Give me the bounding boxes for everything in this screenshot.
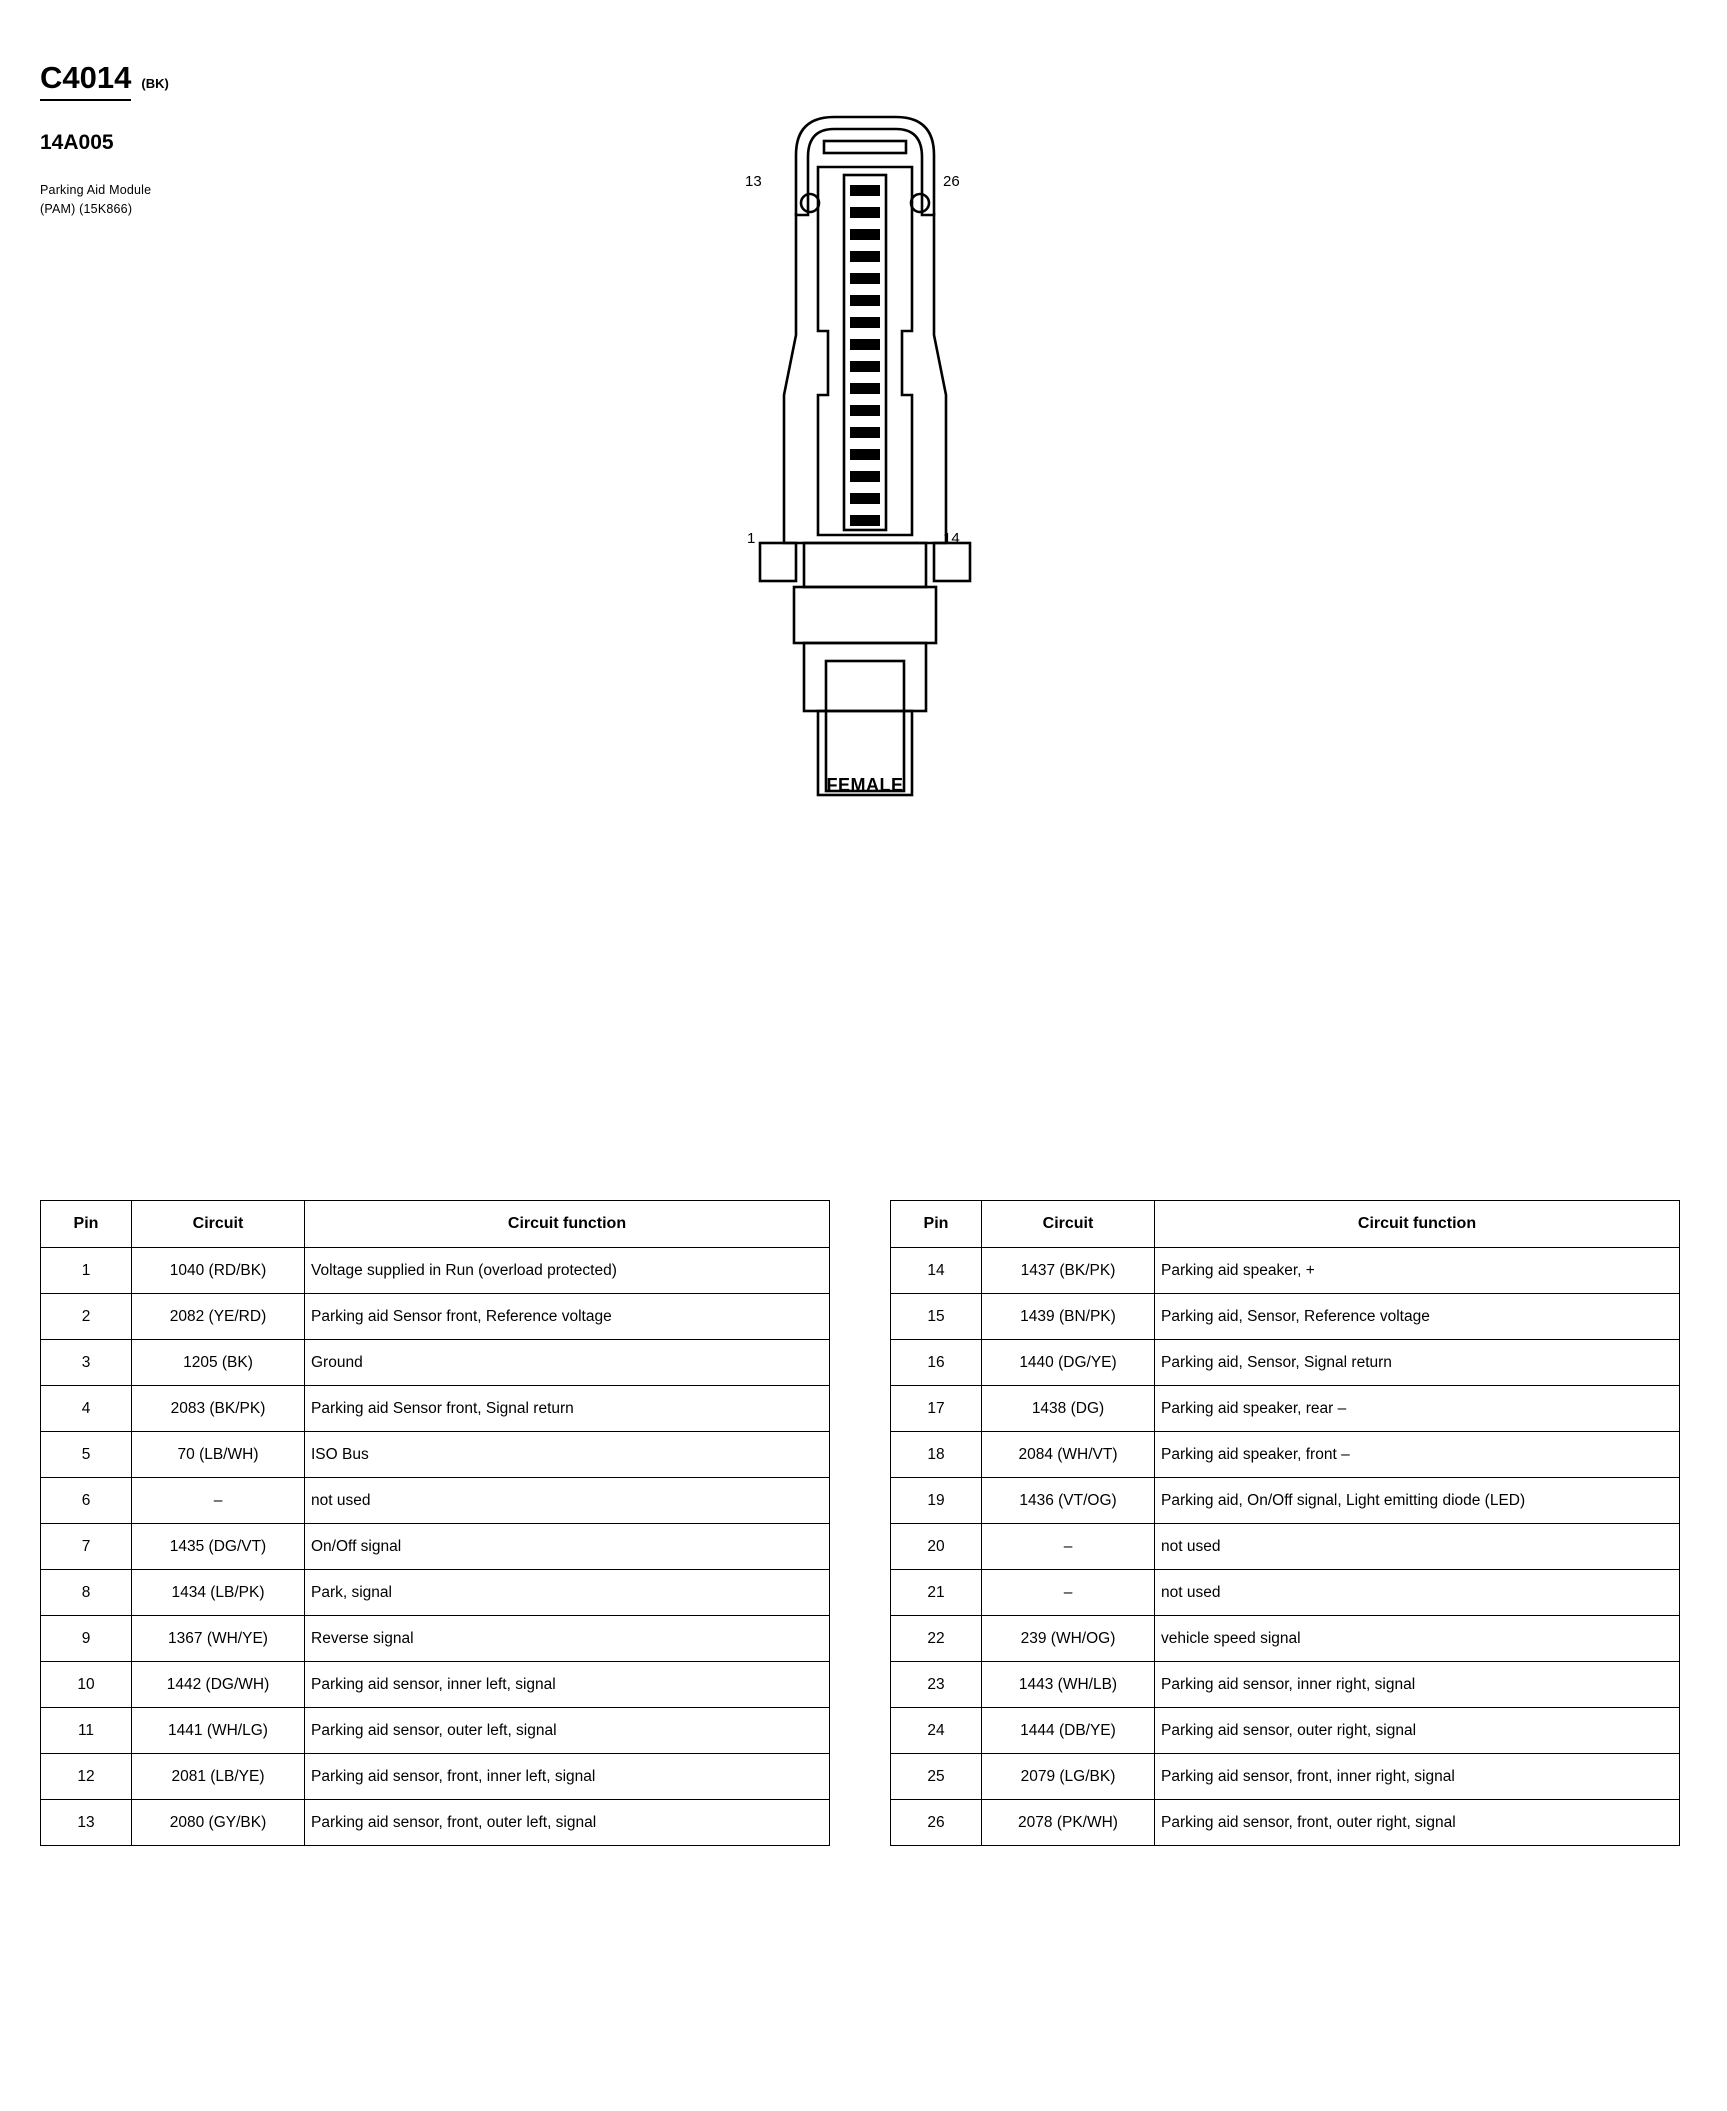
pin-label-bottom-left: 1 <box>747 530 756 547</box>
table-row <box>41 1294 830 1340</box>
pin-label-top-left: 13 <box>745 173 762 190</box>
cell-function: Parking aid sensor, outer right, signal <box>1155 1708 1680 1754</box>
cell-pin: 3 <box>41 1340 132 1386</box>
cell-pin: 26 <box>891 1800 982 1846</box>
cell-pin: 21 <box>891 1570 982 1616</box>
cell-function: Parking aid, On/Off signal, Light emitting diode (LED) <box>1155 1478 1680 1524</box>
cell-function: Parking aid sensor, front, outer right, signal <box>1155 1800 1680 1846</box>
cell-pin: 11 <box>41 1708 132 1754</box>
table-row <box>41 1478 830 1524</box>
cell-function: Parking aid sensor, inner right, signal <box>1155 1662 1680 1708</box>
table-row <box>891 1386 1680 1432</box>
table-row <box>891 1662 1680 1708</box>
description-line-2: (PAM) (15K866) <box>40 202 133 217</box>
cell-circuit: 2084 (WH/VT) <box>982 1432 1155 1478</box>
cell-circuit: 1438 (DG) <box>982 1386 1155 1432</box>
cell-pin: 22 <box>891 1616 982 1662</box>
cell-function: Parking aid sensor, front, outer left, signal <box>305 1800 830 1846</box>
table-header-row <box>41 1201 830 1248</box>
header-circuit: Circuit <box>132 1201 305 1248</box>
table-row <box>41 1524 830 1570</box>
table-row <box>41 1662 830 1708</box>
table-row <box>891 1524 1680 1570</box>
cell-pin: 14 <box>891 1248 982 1294</box>
table-header-row <box>891 1201 1680 1248</box>
cell-function: Parking aid sensor, inner left, signal <box>305 1662 830 1708</box>
table-row <box>891 1294 1680 1340</box>
cell-function: vehicle speed signal <box>1155 1616 1680 1662</box>
cell-circuit: 1435 (DG/VT) <box>132 1524 305 1570</box>
connector-gender-label: FEMALE <box>826 775 904 795</box>
cell-pin: 7 <box>41 1524 132 1570</box>
cell-pin: 9 <box>41 1616 132 1662</box>
cell-circuit: 1437 (BK/PK) <box>982 1248 1155 1294</box>
connector-description <box>40 181 460 220</box>
table-row <box>41 1248 830 1294</box>
cell-circuit: 1444 (DB/YE) <box>982 1708 1155 1754</box>
pin-table-right <box>890 1200 1680 1846</box>
header-circuit: Circuit <box>982 1201 1155 1248</box>
cell-pin: 5 <box>41 1432 132 1478</box>
cell-pin: 8 <box>41 1570 132 1616</box>
cell-circuit: 2079 (LG/BK) <box>982 1754 1155 1800</box>
cell-function: not used <box>1155 1570 1680 1616</box>
cell-pin: 25 <box>891 1754 982 1800</box>
cell-pin: 12 <box>41 1754 132 1800</box>
cell-function: Parking aid speaker, front – <box>1155 1432 1680 1478</box>
cell-circuit: 1440 (DG/YE) <box>982 1340 1155 1386</box>
cell-function: Parking aid Sensor front, Reference voltage <box>305 1294 830 1340</box>
table-row <box>41 1340 830 1386</box>
connector-diagram <box>700 95 1030 735</box>
cell-function: Parking aid sensor, outer left, signal <box>305 1708 830 1754</box>
pin-label-bottom-right: 14 <box>943 530 960 547</box>
table-row <box>41 1708 830 1754</box>
cell-pin: 1 <box>41 1248 132 1294</box>
cell-pin: 15 <box>891 1294 982 1340</box>
table-row <box>891 1800 1680 1846</box>
cell-circuit: 1441 (WH/LG) <box>132 1708 305 1754</box>
table-row <box>891 1340 1680 1386</box>
cell-function: Parking aid, Sensor, Reference voltage <box>1155 1294 1680 1340</box>
cell-function: not used <box>305 1478 830 1524</box>
cell-circuit: 2078 (PK/WH) <box>982 1800 1155 1846</box>
table-row <box>891 1248 1680 1294</box>
cell-pin: 23 <box>891 1662 982 1708</box>
part-number: 14A005 <box>40 131 114 154</box>
cell-circuit: 239 (WH/OG) <box>982 1616 1155 1662</box>
cell-function: Parking aid speaker, + <box>1155 1248 1680 1294</box>
cell-circuit: 2080 (GY/BK) <box>132 1800 305 1846</box>
cell-pin: 13 <box>41 1800 132 1846</box>
cell-function: Parking aid, Sensor, Signal return <box>1155 1340 1680 1386</box>
cell-circuit: 1443 (WH/LB) <box>982 1662 1155 1708</box>
table-row <box>891 1754 1680 1800</box>
cell-function: Reverse signal <box>305 1616 830 1662</box>
table-row <box>41 1570 830 1616</box>
cell-function: Ground <box>305 1340 830 1386</box>
cell-pin: 17 <box>891 1386 982 1432</box>
connector-id: C4014 <box>40 60 131 101</box>
table-row <box>891 1570 1680 1616</box>
header-function: Circuit function <box>305 1201 830 1248</box>
cell-circuit: 1434 (LB/PK) <box>132 1570 305 1616</box>
cell-pin: 6 <box>41 1478 132 1524</box>
cell-circuit: 2081 (LB/YE) <box>132 1754 305 1800</box>
table-row <box>41 1386 830 1432</box>
cell-circuit: 2083 (BK/PK) <box>132 1386 305 1432</box>
cell-function: Parking aid Sensor front, Signal return <box>305 1386 830 1432</box>
connector-color-code: (BK) <box>141 76 169 91</box>
cell-circuit: 1442 (DG/WH) <box>132 1662 305 1708</box>
cell-pin: 20 <box>891 1524 982 1570</box>
pin-label-top-right: 26 <box>943 173 960 190</box>
cell-pin: 24 <box>891 1708 982 1754</box>
cell-function: ISO Bus <box>305 1432 830 1478</box>
cell-pin: 2 <box>41 1294 132 1340</box>
cell-function: Park, signal <box>305 1570 830 1616</box>
cell-function: On/Off signal <box>305 1524 830 1570</box>
description-line-1: Parking Aid Module <box>40 183 152 197</box>
cell-pin: 19 <box>891 1478 982 1524</box>
connector-id-row <box>40 60 460 101</box>
cell-circuit: 1436 (VT/OG) <box>982 1478 1155 1524</box>
table-row <box>41 1754 830 1800</box>
table-row <box>891 1708 1680 1754</box>
table-row <box>41 1616 830 1662</box>
pin-table-left <box>40 1200 830 1846</box>
cell-circuit: 1205 (BK) <box>132 1340 305 1386</box>
cell-circuit: 2082 (YE/RD) <box>132 1294 305 1340</box>
cell-circuit: 1040 (RD/BK) <box>132 1248 305 1294</box>
cell-pin: 16 <box>891 1340 982 1386</box>
cell-pin: 10 <box>41 1662 132 1708</box>
table-row <box>41 1432 830 1478</box>
cell-circuit: 70 (LB/WH) <box>132 1432 305 1478</box>
cell-circuit: – <box>982 1524 1155 1570</box>
header-pin: Pin <box>41 1201 132 1248</box>
cell-function: Parking aid sensor, front, inner left, signal <box>305 1754 830 1800</box>
cell-function: Voltage supplied in Run (overload protected) <box>305 1248 830 1294</box>
cell-circuit: – <box>132 1478 305 1524</box>
cell-circuit: 1439 (BN/PK) <box>982 1294 1155 1340</box>
header-pin: Pin <box>891 1201 982 1248</box>
connector-header <box>40 60 460 220</box>
cell-pin: 18 <box>891 1432 982 1478</box>
cell-pin: 4 <box>41 1386 132 1432</box>
header-function: Circuit function <box>1155 1201 1680 1248</box>
table-row <box>891 1478 1680 1524</box>
cell-function: Parking aid sensor, front, inner right, signal <box>1155 1754 1680 1800</box>
cell-circuit: 1367 (WH/YE) <box>132 1616 305 1662</box>
table-row <box>41 1800 830 1846</box>
table-row <box>891 1432 1680 1478</box>
cell-function: not used <box>1155 1524 1680 1570</box>
cell-function: Parking aid speaker, rear – <box>1155 1386 1680 1432</box>
cell-circuit: – <box>982 1570 1155 1616</box>
table-row <box>891 1616 1680 1662</box>
